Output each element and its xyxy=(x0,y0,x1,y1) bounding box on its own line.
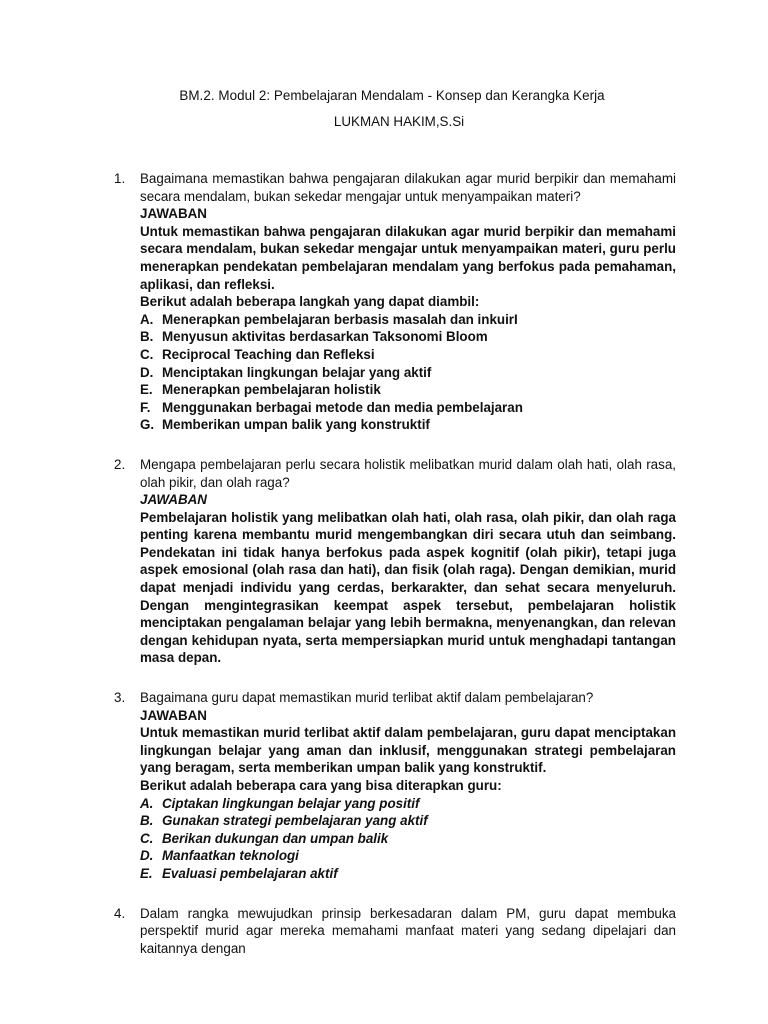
question-number: 2. xyxy=(114,456,126,472)
answer-option xyxy=(140,416,676,434)
option-text: Menciptakan lingkungan belajar yang aktif xyxy=(162,364,432,380)
option-letter: E. xyxy=(140,865,153,881)
option-letter: D. xyxy=(140,364,154,380)
answer-option xyxy=(140,381,676,399)
answer-label: JAWABAN xyxy=(140,206,207,222)
option-text: Memberikan umpan balik yang konstruktif xyxy=(162,417,430,433)
answer-text: Pembelajaran holistik yang melibatkan olah hati, olah rasa, olah pikir, dan olah raga penting karena membantu murid mengembangkan diri secara utuh dan seimbang. Pendekatan ini tidak hanya berfokus pada aspek kognitif (olah pikir), tetapi juga aspek emosional (olah rasa dan hati), dan fisik (olah raga). Dengan demikian, murid dapat menjadi individu yang cerdas, berkarakter, dan sehat secara menyeluruh. Dengan mengintegrasikan keempat aspek tersebut, pembelajaran holistik menciptakan pengalaman belajar yang lebih bermakna, menyenangkan, dan relevan dengan kehidupan nyata, serta mempersiapkan murid untuk menghadapi tantangan masa depan. xyxy=(140,509,676,666)
question-1 xyxy=(112,170,676,434)
question-4 xyxy=(112,905,676,958)
option-text: Menggunakan berbagai metode dan media pembelajaran xyxy=(162,399,523,415)
question-number: 4. xyxy=(114,905,126,921)
question-number: 3. xyxy=(114,690,126,706)
option-letter: B. xyxy=(140,813,154,829)
option-letter: D. xyxy=(140,848,154,864)
option-letter: C. xyxy=(140,830,154,846)
question-text: Dalam rangka mewujudkan prinsip berkesadaran dalam PM, guru dapat membuka perspektif murid agar mereka memahami manfaat materi yang sedang dipelajari dan kaitannya dengan xyxy=(140,905,676,956)
answer-label: JAWABAN xyxy=(140,492,207,508)
option-text: Berikan dukungan dan umpan balik xyxy=(162,830,389,846)
question-3 xyxy=(112,689,676,883)
answer-option xyxy=(140,830,676,848)
question-number: 1. xyxy=(114,171,126,186)
question-2 xyxy=(112,456,676,667)
answer-option xyxy=(140,346,676,364)
answer-text: Untuk memastikan murid terlibat aktif dalam pembelajaran, guru dapat menciptakan lingkungan belajar yang aman dan inklusif, menggunakan strategi pembelajaran yang beragam, serta memberikan umpan balik yang konstruktif. xyxy=(140,725,676,776)
answer-lead: Berikut adalah beberapa cara yang bisa diterapkan guru: xyxy=(140,778,502,793)
option-letter: A. xyxy=(140,311,154,327)
option-text: Menyusun aktivitas berdasarkan Taksonomi Bloom xyxy=(162,329,488,345)
document-title: BM.2. Modul 2: Pembelajaran Mendalam - Konsep dan Kerangka Kerja xyxy=(179,88,605,103)
answer-options xyxy=(140,311,676,434)
option-text: Manfaatkan teknologi xyxy=(162,848,299,864)
answer-lead: Berikut adalah beberapa langkah yang dapat diambil: xyxy=(140,294,480,310)
option-text: Menerapkan pembelajaran berbasis masalah dan inkuirI xyxy=(162,311,518,327)
option-text: Evaluasi pembelajaran aktif xyxy=(162,865,338,881)
answer-option xyxy=(140,328,676,346)
answer-option xyxy=(140,311,676,329)
option-text: Reciprocal Teaching dan Refleksi xyxy=(162,346,375,362)
option-letter: F. xyxy=(140,399,151,415)
answer-text: Untuk memastikan bahwa pengajaran dilakukan agar murid berpikir dan memahami secara mendalam, bukan sekedar mengajar untuk menyampaikan materi, guru perlu menerapkan pendekatan pembelajaran mendalam yang berfokus pada pemahaman, aplikasi, dan refleksi. xyxy=(140,223,676,292)
answer-option xyxy=(140,865,676,883)
option-text: Ciptakan lingkungan belajar yang positif xyxy=(162,795,420,811)
question-list xyxy=(112,170,676,979)
question-text: Bagaimana memastikan bahwa pengajaran dilakukan agar murid berpikir dan memahami secara mendalam, bukan sekedar mengajar untuk menyampaikan materi? xyxy=(140,171,676,204)
question-text: Mengapa pembelajaran perlu secara holistik melibatkan murid dalam olah hati, olah rasa, olah pikir, dan olah raga? xyxy=(140,456,676,490)
question-text: Bagaimana guru dapat memastikan murid terlibat aktif dalam pembelajaran? xyxy=(140,690,594,706)
option-letter: G. xyxy=(140,417,155,433)
answer-label: JAWABAN xyxy=(140,707,207,723)
answer-option xyxy=(140,364,676,382)
answer-option xyxy=(140,399,676,417)
answer-option xyxy=(140,847,676,865)
answer-options xyxy=(140,795,676,883)
option-text: Menerapkan pembelajaran holistik xyxy=(162,382,381,398)
document-author: LUKMAN HAKIM,S.Si xyxy=(333,114,465,129)
option-text: Gunakan strategi pembelajaran yang aktif xyxy=(162,813,428,829)
option-letter: C. xyxy=(140,346,154,362)
answer-option xyxy=(140,795,676,813)
answer-option xyxy=(140,812,676,830)
option-letter: E. xyxy=(140,382,153,398)
option-letter: A. xyxy=(140,795,154,811)
option-letter: B. xyxy=(140,329,154,345)
